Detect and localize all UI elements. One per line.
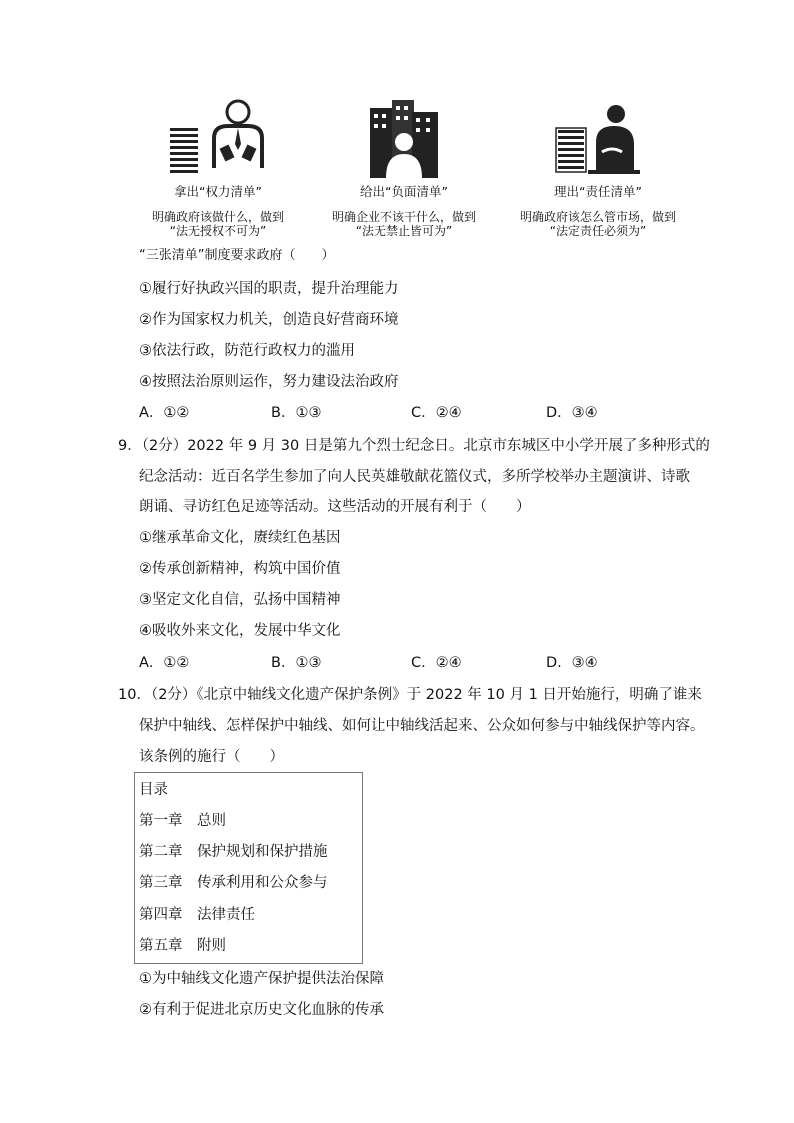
choice-c[interactable]: C．②④ bbox=[411, 655, 462, 671]
regulation-table-of-contents bbox=[134, 772, 363, 964]
choice-a[interactable]: A．①② bbox=[139, 405, 190, 421]
q10-stem-line2: 保护中轴线、怎样保护中轴线、如何让中轴线活起来、公众如何参与中轴线保护等内容。 bbox=[139, 718, 705, 734]
toc-title: 目录 bbox=[139, 782, 168, 798]
choice-b[interactable]: B．①③ bbox=[271, 405, 322, 421]
q9-stem-line2: 纪念活动：近百名学生参加了向人民英雄敬献花篮仪式，多所学校举办主题演讲、诗歌 bbox=[139, 469, 690, 485]
figure-description: 明确企业不该干什么，做到 “法无禁止皆可为” bbox=[331, 210, 476, 238]
q8-stem: “三张清单”制度要求政府（ ） bbox=[139, 248, 335, 263]
responsibility-list-panel bbox=[508, 98, 688, 238]
q8-option-4: ④按照法治原则运作，努力建设法治政府 bbox=[139, 374, 399, 390]
figure-description: 明确政府该怎么管市场，做到 “法定责任必须为” bbox=[519, 210, 676, 238]
toc-chapter-5: 第五章 附则 bbox=[139, 938, 226, 954]
choice-d[interactable]: D．③④ bbox=[546, 655, 598, 671]
choice-b[interactable]: B．①③ bbox=[271, 655, 322, 671]
toc-chapter-4: 第四章 法律责任 bbox=[139, 907, 255, 923]
q9-stem-line1: 9．（2分）2022 年 9 月 30 日是第九个烈士纪念日。北京市东城区中小学开展了多种形式的 bbox=[118, 438, 710, 454]
choice-c[interactable]: C．②④ bbox=[411, 405, 462, 421]
toc-chapter-1: 第一章 总则 bbox=[139, 813, 226, 829]
q9-stem-line3: 朗诵、寻访红色足迹等活动。这些活动的开展有利于（ ） bbox=[139, 499, 531, 515]
illustration-strip bbox=[128, 98, 688, 243]
figure-caption: 拿出“权力清单” bbox=[174, 184, 262, 199]
q8-option-3: ③依法行政，防范行政权力的滥用 bbox=[139, 343, 355, 359]
q8-option-1: ①履行好执政兴国的职责，提升治理能力 bbox=[139, 281, 399, 297]
q10-stem-line3: 该条例的施行（ ） bbox=[139, 749, 284, 765]
official-with-documents-icon bbox=[168, 98, 268, 180]
choice-a[interactable]: A．①② bbox=[139, 655, 190, 671]
figure-caption: 理出“责任清单” bbox=[554, 184, 642, 199]
toc-chapter-3: 第三章 传承利用和公众参与 bbox=[139, 875, 328, 891]
q9-option-1: ①继承革命文化，赓续红色基因 bbox=[139, 530, 341, 546]
choice-d[interactable]: D．③④ bbox=[546, 405, 598, 421]
figure-caption: 给出“负面清单” bbox=[360, 184, 448, 199]
person-at-desk-icon bbox=[548, 98, 648, 180]
q10-stem-line1: 10．（2分）《北京中轴线文化遗产保护条例》于 2022 年 10 月 1 日开始施行，明确了谁来 bbox=[118, 687, 702, 703]
q9-option-2: ②传承创新精神，构筑中国价值 bbox=[139, 561, 341, 577]
toc-chapter-2: 第二章 保护规划和保护措施 bbox=[139, 844, 328, 860]
negative-list-panel bbox=[314, 98, 494, 238]
q8-option-2: ②作为国家权力机关，创造良好营商环境 bbox=[139, 312, 399, 328]
power-list-panel bbox=[128, 98, 308, 238]
q9-option-3: ③坚定文化自信，弘扬中国精神 bbox=[139, 592, 341, 608]
figure-description: 明确政府该做什么，做到 “法无授权不可为” bbox=[151, 210, 284, 238]
q10-option-1: ①为中轴线文化遗产保护提供法治保障 bbox=[139, 971, 384, 987]
person-before-buildings-icon bbox=[354, 98, 454, 180]
q9-option-4: ④吸收外来文化，发展中华文化 bbox=[139, 623, 341, 639]
q10-option-2: ②有利于促进北京历史文化血脉的传承 bbox=[139, 1002, 384, 1018]
